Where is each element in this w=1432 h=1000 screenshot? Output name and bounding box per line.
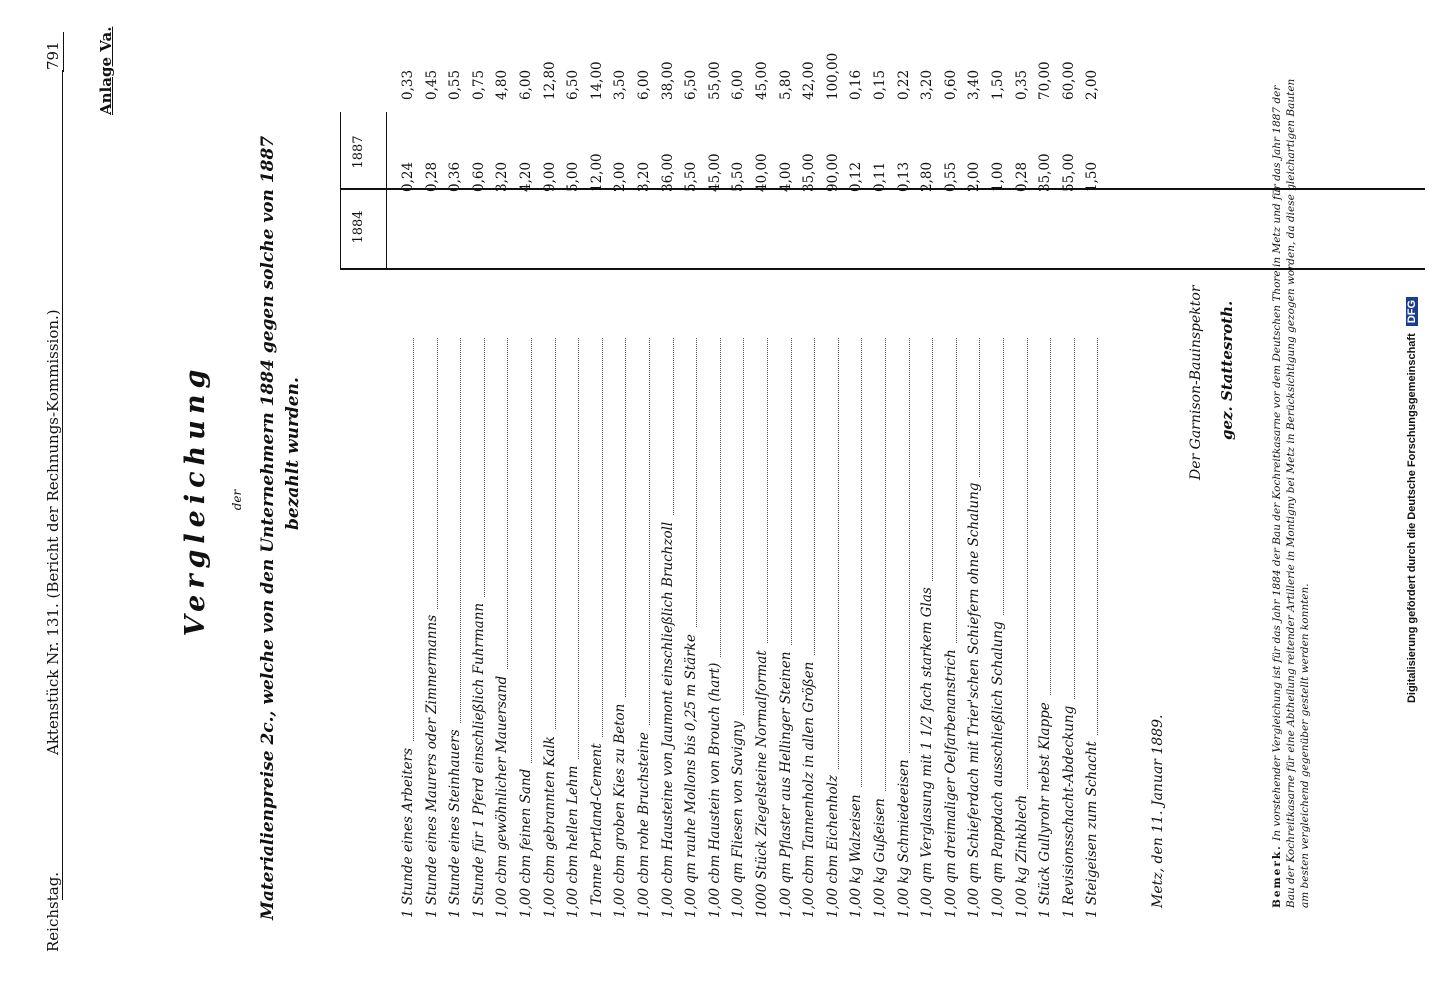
value-1884: 0,28 <box>423 161 440 192</box>
value-1884: 0,60 <box>470 161 487 192</box>
signature-name: gez. Stattesroth. <box>1218 300 1236 440</box>
value-1884: 0,28 <box>1013 161 1030 192</box>
value-1887: 38,00 <box>659 61 676 100</box>
dfg-footer <box>1406 0 1418 1000</box>
title-der: der <box>230 489 244 511</box>
value-1887: 70,00 <box>1037 61 1054 100</box>
table-row <box>706 61 730 918</box>
row-label: 1,00 qm dreimaliger Oelfarbenanstrich <box>943 643 959 918</box>
value-1887: 55,00 <box>706 61 723 100</box>
value-1887: 0,35 <box>1013 69 1030 100</box>
table-row <box>636 69 659 918</box>
row-label: 1 Stunde eines Steinhauers <box>447 723 463 918</box>
value-1887: 100,00 <box>824 52 841 100</box>
row-label: 1,00 qm Fliesen von Savigny <box>730 715 746 918</box>
table-row <box>659 61 683 918</box>
value-1884: 4,20 <box>518 161 534 192</box>
table-row <box>541 61 565 918</box>
table-row <box>848 69 871 918</box>
value-1887: 0,16 <box>848 69 865 100</box>
table-row <box>990 69 1013 918</box>
bemerkung-heading: Bemerk. <box>1271 844 1283 908</box>
table-row <box>801 61 824 918</box>
value-1887: 6,00 <box>518 69 534 100</box>
value-1887: 2,00 <box>1084 69 1101 100</box>
value-1887: 0,45 <box>423 69 440 100</box>
row-label: 1 Stück Gullyrohr nebst Klappe <box>1037 696 1053 918</box>
value-1884: 1,00 <box>990 161 1006 192</box>
row-label: 1,00 cbm feinen Sand <box>518 763 534 918</box>
value-1887: 14,00 <box>588 61 605 100</box>
value-1884: 1,50 <box>1084 161 1101 192</box>
page-number: 791 <box>44 41 62 70</box>
page-number-rule <box>63 32 64 72</box>
column-header-1887: 1887 <box>351 135 366 169</box>
value-1884: 90,00 <box>824 153 841 192</box>
value-1884: 12,00 <box>588 153 605 192</box>
table-head-rule <box>386 112 387 270</box>
table-row <box>824 52 848 918</box>
row-label: 1,00 cbm Haustein von Brouch (hart) <box>707 657 723 918</box>
bemerkung-text: In vorstehender Vergleichung ist für das Jahr 1884 der Bau der Kochreitkasarne vor dem Deutschen Thore in Metz und für das Jahr 1887 der Bau der Kochreitkasarne für eine Abtheilung reitender Artillerie in Montigny bei Metz in Berücksichtigung gezogen worden, da diese gleichartigen Bauten am besten vergleichend gegenüber gestellt werden konnten. <box>1271 78 1311 908</box>
table-row <box>683 69 706 918</box>
value-1884: 5,50 <box>683 161 700 192</box>
table-row <box>423 69 447 918</box>
value-1884: 0,12 <box>848 161 865 192</box>
table-row <box>518 69 541 918</box>
table-row <box>612 69 635 918</box>
table-row <box>1013 69 1037 918</box>
value-1887: 6,50 <box>565 69 582 100</box>
row-label: 1,00 cbm Hausteine von Jaumont einschließlich Bruchzoll <box>660 516 676 918</box>
value-1887: 60,00 <box>1060 61 1077 100</box>
value-1887: 0,22 <box>895 69 912 100</box>
value-1884: 40,00 <box>754 153 770 192</box>
value-1884: 5,50 <box>730 161 747 192</box>
value-1887: 0,33 <box>400 69 416 100</box>
row-label: 1000 Stück Ziegelsteine Normalformat <box>754 644 770 918</box>
row-label: 1 Stunde eines Arbeiters <box>400 742 416 918</box>
header-left: Reichstag. <box>44 871 62 952</box>
row-label: 1 Steigeisen zum Schacht <box>1084 735 1100 918</box>
table-row <box>895 69 919 918</box>
row-label: 1 Revisionsschacht-Abdeckung <box>1061 700 1077 918</box>
table-row <box>777 69 801 918</box>
table-row <box>588 61 612 918</box>
row-label: 1,00 cbm rohe Bruchsteine <box>636 726 652 918</box>
value-1887: 42,00 <box>801 61 818 100</box>
dfg-footer-text: Digitalisierung gefördert durch die Deutsche Forschungsgemeinschaft <box>1406 333 1418 704</box>
table-row <box>754 61 777 918</box>
column-header-1884: 1884 <box>351 210 366 244</box>
value-1884: 9,00 <box>541 161 558 192</box>
table-row <box>470 69 494 918</box>
value-1887: 0,75 <box>470 69 487 100</box>
subtitle-line-2: bezahlt wurden. <box>283 377 303 530</box>
anlage-label: Anlage Va. <box>97 26 115 115</box>
row-label: 1,00 kg Zinkblech <box>1014 789 1030 918</box>
value-1887: 5,80 <box>777 69 794 100</box>
table-row <box>494 69 517 918</box>
value-1884: 45,00 <box>706 153 723 192</box>
document-title: Vergleichung <box>180 363 211 637</box>
value-1884: 3,20 <box>636 161 652 192</box>
row-label: 1,00 kg Schmiedeeisen <box>896 753 912 918</box>
row-label: 1,00 qm Pflaster aus Hellinger Steinen <box>778 646 794 918</box>
value-1887: 12,80 <box>541 61 558 100</box>
header-middle: Aktenstück Nr. 131. (Bericht der Rechnungs-Kommission.) <box>44 309 62 755</box>
value-1887: 4,80 <box>494 69 511 100</box>
row-label: 1,00 cbm hellen Lehm <box>565 760 581 918</box>
row-label: 1 Tonne Portland-Cement <box>589 737 605 918</box>
value-1884: 0,55 <box>942 161 959 192</box>
table-row <box>966 69 989 918</box>
value-1884: 5,00 <box>565 161 582 192</box>
table-row <box>400 69 423 918</box>
value-1884: 4,00 <box>777 161 794 192</box>
bemerkung-note <box>1270 78 1312 908</box>
signature-title: Der Garnison-Bauinspektor <box>1188 285 1204 480</box>
value-1884: 3,20 <box>494 161 511 192</box>
value-1884: 0,13 <box>895 161 912 192</box>
table-row <box>447 69 470 918</box>
value-1887: 3,50 <box>612 69 629 100</box>
table-row <box>1060 61 1084 918</box>
value-1884: 35,00 <box>1037 153 1054 192</box>
table-row <box>1084 69 1107 918</box>
value-1887: 6,50 <box>683 69 700 100</box>
row-label: 1 Stunde für 1 Pferd einschließlich Fuhrmann <box>471 597 487 918</box>
value-1887: 3,20 <box>919 69 936 100</box>
row-label: 1,00 kg Walzeisen <box>848 788 864 918</box>
value-1887: 0,55 <box>447 69 464 100</box>
row-label: 1,00 cbm groben Kies zu Beton <box>612 698 628 918</box>
table-row <box>730 69 753 918</box>
value-1884: 36,00 <box>659 153 676 192</box>
table-row <box>919 69 942 918</box>
value-1884: 35,00 <box>801 153 818 192</box>
date-line: Metz, den 11. Januar 1889. <box>1150 714 1166 908</box>
table-row <box>872 69 895 918</box>
row-label: 1,00 cbm Tannenholz in allen Größen <box>801 656 817 918</box>
value-1884: 2,00 <box>966 161 983 192</box>
table-row <box>942 69 966 918</box>
value-1884: 55,00 <box>1060 153 1077 192</box>
row-label: 1,00 cbm gebrannten Kalk <box>542 730 558 918</box>
value-1884: 0,11 <box>872 161 888 192</box>
value-1884: 2,80 <box>919 161 936 192</box>
value-1887: 1,50 <box>990 69 1006 100</box>
value-1887: 45,00 <box>754 61 770 100</box>
row-label: 1 Stunde eines Maurers oder Zimmermanns <box>424 609 440 918</box>
row-label: 1,00 cbm Eichenholz <box>825 769 841 918</box>
row-label: 1,00 qm Schieferdach mit Trier'schen Schiefern ohne Schalung <box>966 477 982 918</box>
value-1887: 0,60 <box>942 69 959 100</box>
table-row <box>1037 61 1060 918</box>
row-label: 1,00 qm Pappdach ausschließlich Schalung <box>990 615 1006 918</box>
row-label: 1,00 kg Gußeisen <box>872 792 888 918</box>
value-1887: 6,00 <box>636 69 652 100</box>
subtitle: Materialienpreise 2c., welche von den Unternehmern 1884 gegen solche von 1887 <box>258 135 278 920</box>
value-1884: 2,00 <box>612 161 629 192</box>
table-row <box>565 69 588 918</box>
table-top-rule <box>340 112 341 270</box>
header-rule <box>62 70 63 900</box>
value-1884: 0,24 <box>400 161 416 192</box>
row-label: 1,00 qm rauhe Mollons bis 0,25 m Stärke <box>683 628 699 918</box>
value-1887: 3,40 <box>966 69 983 100</box>
value-1884: 0,36 <box>447 161 464 192</box>
row-label: 1,00 cbm gewöhnlicher Mauersand <box>494 670 510 918</box>
row-label: 1,00 qm Verglasung mit 1 1/2 fach starkem Glas <box>919 581 935 918</box>
value-1887: 0,15 <box>872 69 888 100</box>
dfg-logo: DFG <box>1406 297 1418 326</box>
value-1887: 6,00 <box>730 69 747 100</box>
